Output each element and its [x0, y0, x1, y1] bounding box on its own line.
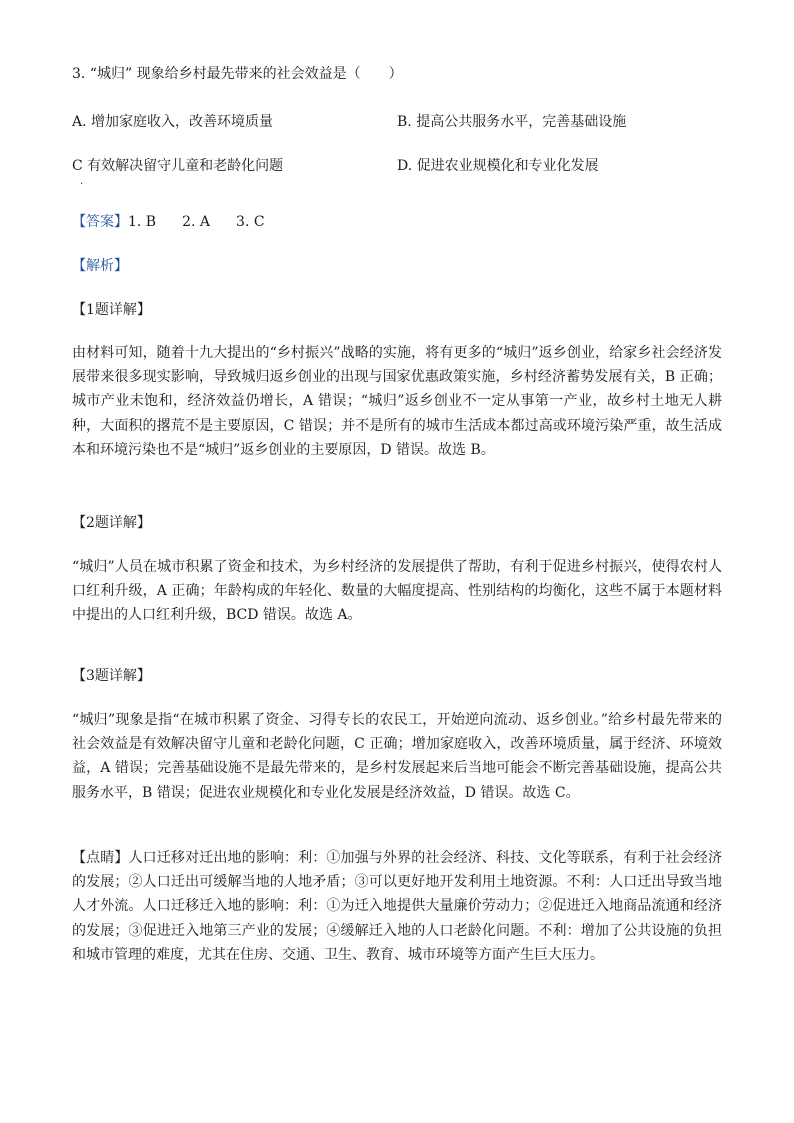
analysis-tag: 【解析】: [72, 258, 128, 274]
option-d: D. 促进农业规模化和专业化发展: [397, 158, 599, 174]
question-stem: 3. “城归” 现象给乡村最先带来的社会效益是（ ）: [72, 66, 403, 82]
answer-3: 3. C: [236, 214, 265, 230]
comment-paragraph: 【点睛】人口迁移对迁出地的影响：利：①加强与外界的社会经济、科技、文化等联系，有利于社会经济的发展；②人口迁出可缓解当地的人地矛盾；③可以更好地开发利用土地资源。不利：人口迁出导致当地人才外流。人口迁移迁入地的影响：利：①为迁入地提供大量廉价劳动力；②促进迁入地商品流通和经济的发展；③促进迁入地第三产业的发展；④缓解迁入地的人口老龄化问题。不利：增加了公共设施的负担和城市管理的难度，尤其在住房、交通、卫生、教育、城市环境等方面产生巨大压力。: [72, 850, 722, 963]
section-2-body: “城归”人员在城市积累了资金和技术，为乡村经济的发展提供了帮助，有利于促进乡村振兴，使得农村人口红利升级，A 正确；年龄构成的年轻化、数量的大幅度提高、性别结构的均衡化，这些不属于本题材料中提出的人口红利升级，BCD 错误。故选 A。: [72, 559, 722, 624]
option-b: B. 提高公共服务水平，完善基础设施: [397, 114, 627, 130]
section-1-title: 【1题详解】: [72, 302, 151, 318]
answer-2: 2. A: [182, 214, 211, 230]
section-1-body: 由材料可知，随着十九大提出的“乡村振兴”战略的实施，将有更多的“城归”返乡创业，给家乡社会经济发展带来很多现实影响，导致城归返乡创业的出现与国家优惠政策实施，乡村经济蓄势发展有关，B 正确；城市产业未饱和，经济效益仍增长，A 错误；“城归”返乡创业不一定从事第一产业，故乡村土地无人耕种，大面积的撂荒不是主要原因，C 错误；并不是所有的城市生活成本都过高或环境污染严重，故生活成本和环境污染也不是“城归”返乡创业的主要原因，D 错误。故选 B。: [72, 345, 722, 458]
answer-line: [72, 212, 265, 232]
stray-mark: ·: [80, 179, 84, 190]
section-3-title: 【3题详解】: [72, 668, 151, 684]
section-2-title: 【2题详解】: [72, 515, 151, 531]
option-a: A. 增加家庭收入，改善环境质量: [72, 114, 274, 130]
answer-tag: 【答案】: [72, 214, 128, 230]
option-c: C 有效解决留守儿童和老龄化问题: [72, 158, 284, 174]
section-3-body: “城归”现象是指“在城市积累了资金、习得专长的农民工，开始逆向流动、返乡创业。”给乡村最先带来的社会效益是有效解决留守儿童和老龄化问题，C 正确；增加家庭收入，改善环境质量，属于经济、环境效益，A 错误；完善基础设施不是最先带来的，是乡村发展起来后当地可能会不断完善基础设施，提高公共服务水平，B 错误；促进农业规模化和专业化发展是经济效益，D 错误。故选 C。: [72, 712, 722, 801]
answer-1: 1. B: [128, 214, 157, 230]
